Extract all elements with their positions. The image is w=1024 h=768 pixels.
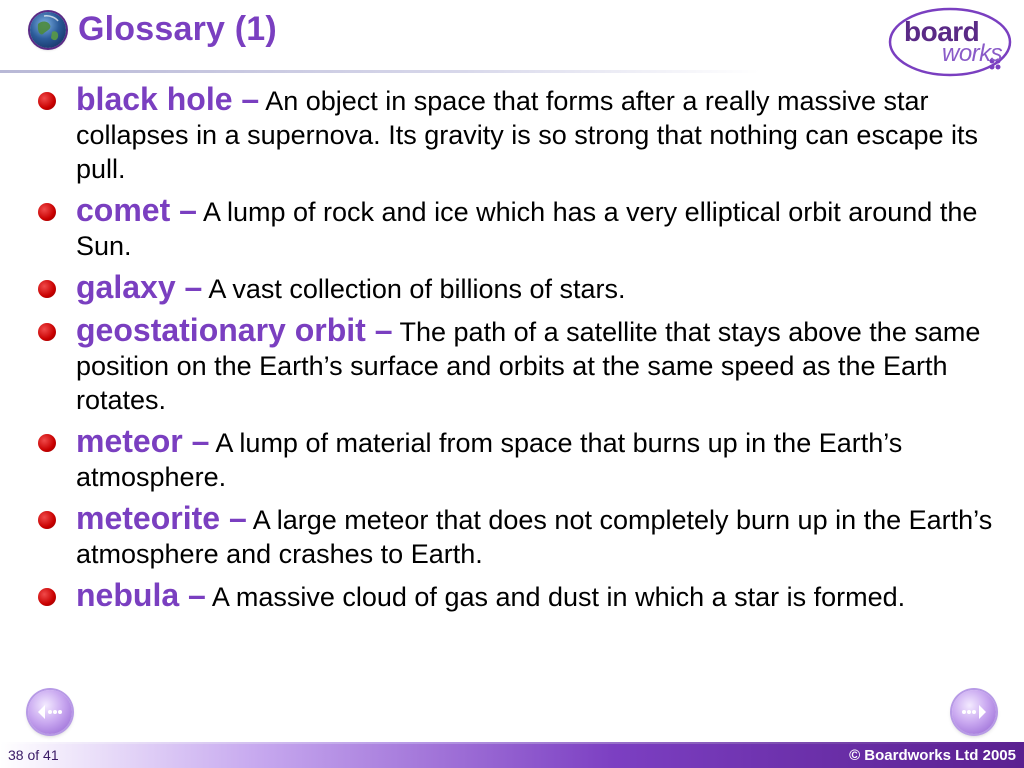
copyright-text: © Boardworks Ltd 2005 <box>849 747 1016 764</box>
glossary-definition: A vast collection of billions of stars. <box>208 274 626 304</box>
glossary-term: comet – <box>76 192 197 228</box>
glossary-entry-meteorite <box>38 501 998 571</box>
glossary-definition: A large meteor that does not completely burn up in the Earth’s atmosphere and crashes to Earth. <box>76 505 993 569</box>
glossary-entry-meteor <box>38 424 998 494</box>
glossary-entry-galaxy <box>38 270 998 306</box>
glossary-entry-comet <box>38 193 998 263</box>
glossary-entry-nebula <box>38 578 998 614</box>
bullet-icon <box>38 511 56 529</box>
glossary-list <box>38 82 998 621</box>
globe-icon <box>30 12 66 48</box>
next-slide-icon <box>952 690 996 734</box>
page-title: Glossary (1) <box>78 10 277 48</box>
logo-word-works: works <box>942 40 1003 67</box>
header-divider <box>0 70 760 73</box>
bullet-icon <box>38 588 56 606</box>
previous-slide-icon <box>28 690 72 734</box>
glossary-term: nebula – <box>76 577 206 613</box>
next-slide-button[interactable] <box>952 690 996 734</box>
glossary-definition: A massive cloud of gas and dust in which a star is formed. <box>211 582 906 612</box>
glossary-definition: An object in space that forms after a really massive star collapses in a supernova. Its gravity is so strong that nothing can escape its pull. <box>76 86 978 184</box>
glossary-term: black hole – <box>76 81 260 117</box>
glossary-entry-geostationary-orbit <box>38 313 998 417</box>
glossary-term: meteor – <box>76 423 210 459</box>
glossary-term: galaxy – <box>76 269 203 305</box>
bullet-icon <box>38 323 56 341</box>
page-indicator: 38 of 41 <box>8 747 59 763</box>
bullet-icon <box>38 203 56 221</box>
glossary-definition: The path of a satellite that stays above the same position on the Earth’s surface and orbits at the same speed as the Earth rotates. <box>76 317 981 415</box>
glossary-definition: A lump of rock and ice which has a very elliptical orbit around the Sun. <box>76 197 978 261</box>
bullet-icon <box>38 434 56 452</box>
boardworks-logo <box>888 6 1016 78</box>
bullet-icon <box>38 92 56 110</box>
glossary-term: geostationary orbit – <box>76 312 393 348</box>
logo-word-board: board <box>904 16 980 47</box>
bullet-icon <box>38 280 56 298</box>
glossary-term: meteorite – <box>76 500 247 536</box>
previous-slide-button[interactable] <box>28 690 72 734</box>
glossary-entry-black-hole <box>38 82 998 186</box>
glossary-definition: A lump of material from space that burns up in the Earth’s atmosphere. <box>76 428 903 492</box>
